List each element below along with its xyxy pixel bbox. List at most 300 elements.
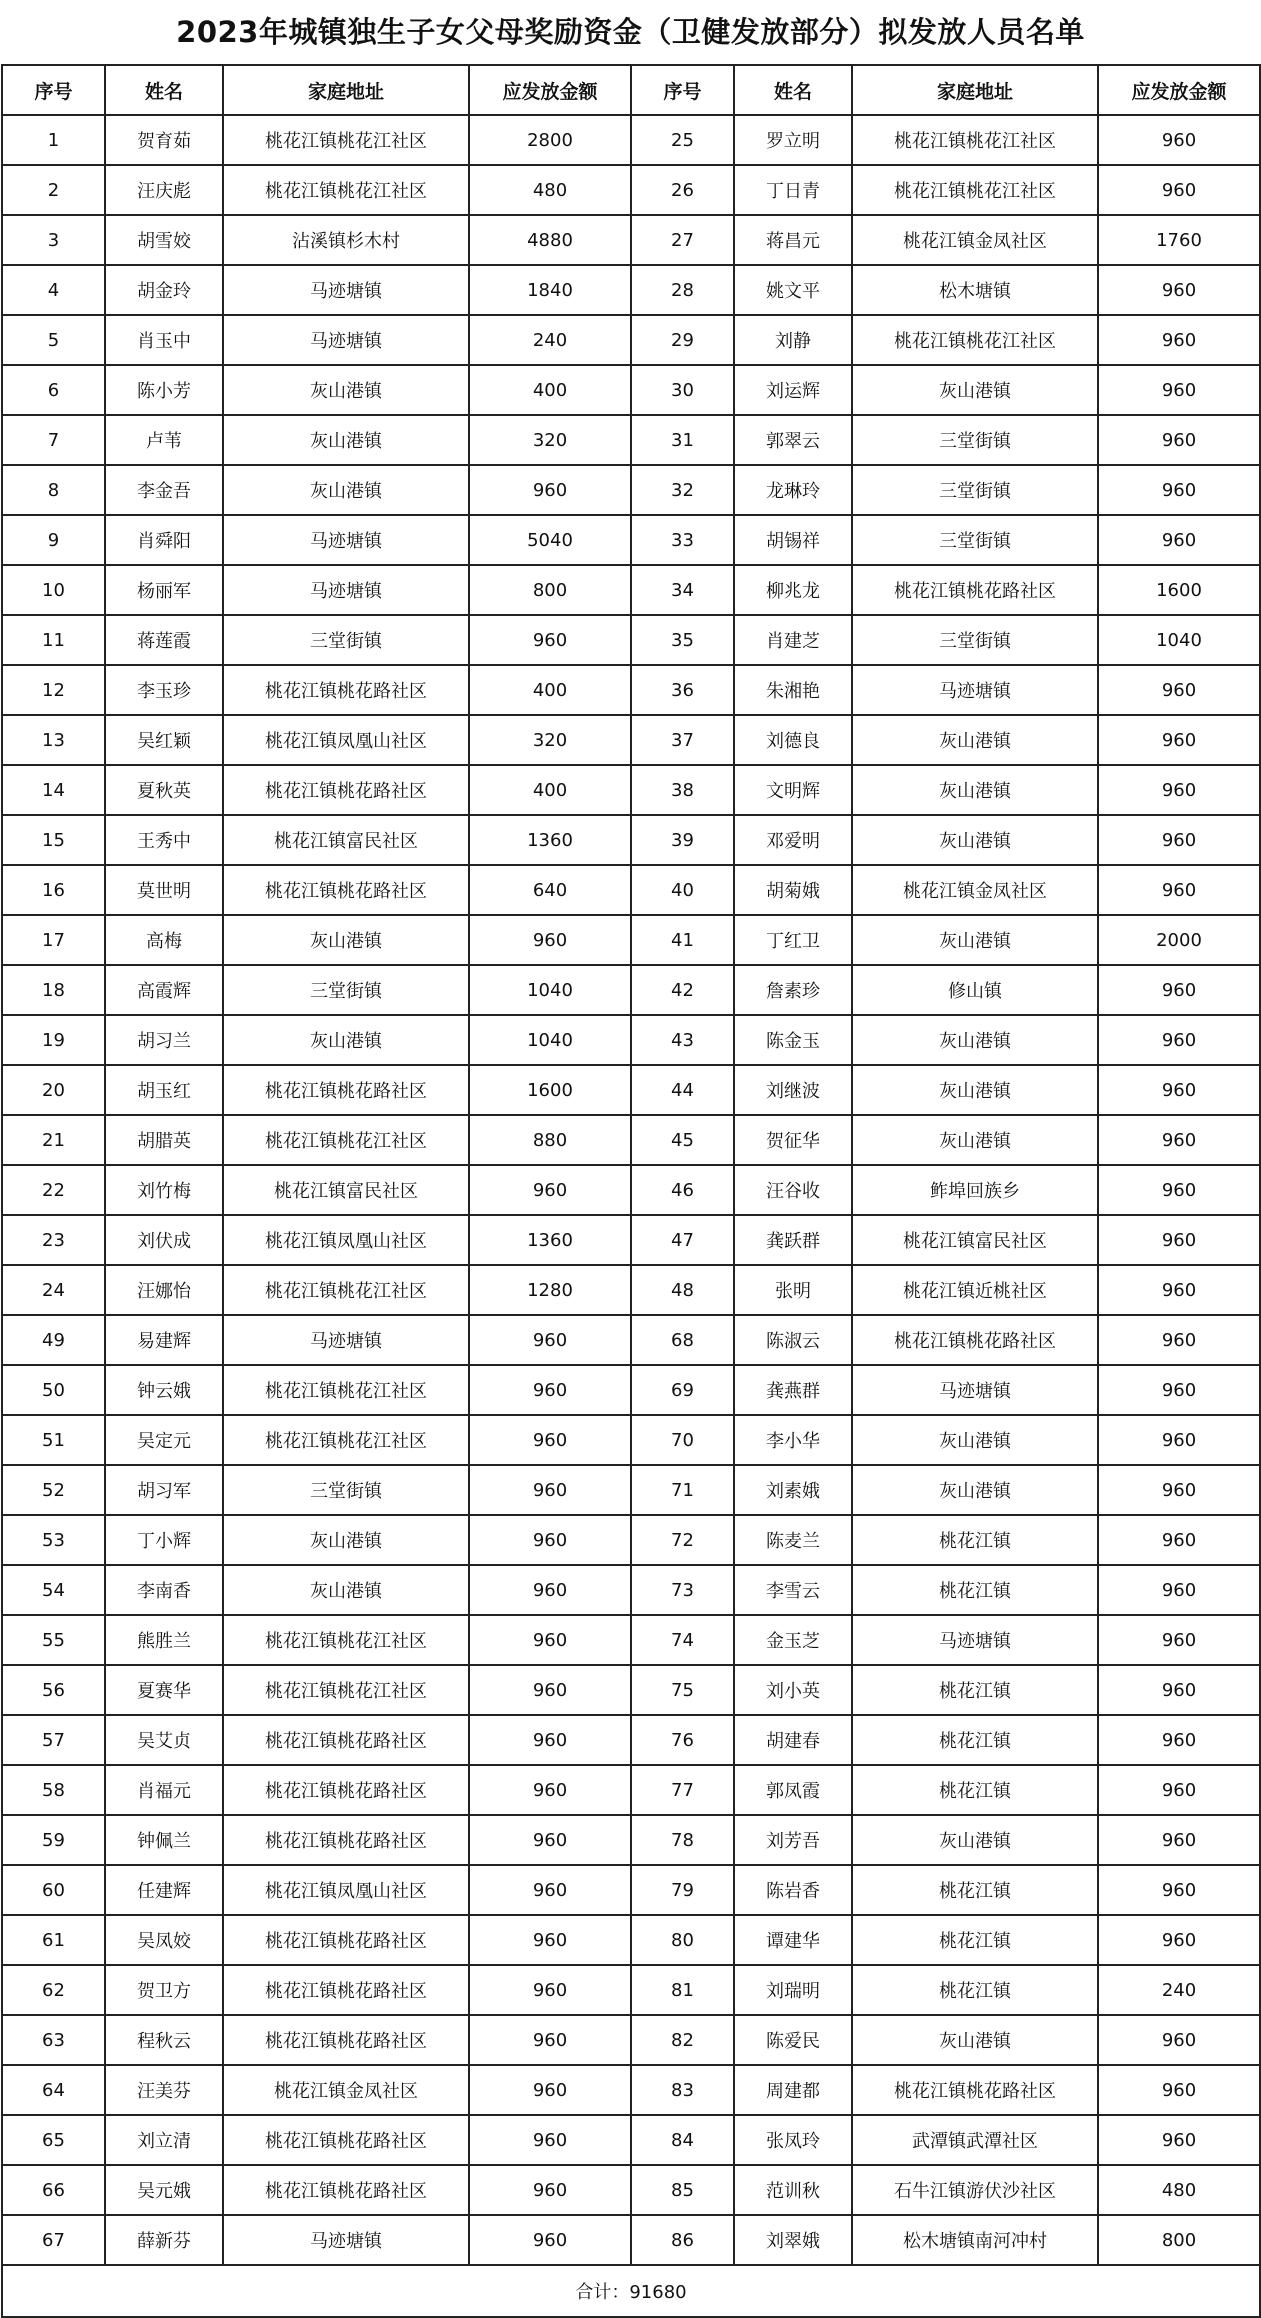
cell-amount: 960 [1098, 865, 1260, 915]
cell-name: 钟佩兰 [105, 1815, 223, 1865]
table-row [2, 2215, 1260, 2265]
cell-amount: 960 [1098, 2065, 1260, 2115]
cell-address: 灰山港镇 [852, 1115, 1098, 1165]
cell-address: 马迹塘镇 [852, 1615, 1098, 1665]
cell-address: 灰山港镇 [223, 1515, 469, 1565]
cell-name: 郭翠云 [734, 415, 852, 465]
cell-amount: 960 [1098, 265, 1260, 315]
cell-name: 刘素娥 [734, 1465, 852, 1515]
cell-amount: 960 [1098, 1365, 1260, 1415]
cell-address: 桃花江镇桃花江社区 [223, 165, 469, 215]
cell-amount: 960 [469, 915, 631, 965]
cell-amount: 960 [1098, 165, 1260, 215]
cell-index: 5 [2, 315, 105, 365]
table-row [2, 1965, 1260, 2015]
cell-index: 8 [2, 465, 105, 515]
cell-index: 2 [2, 165, 105, 215]
document-title: 2023年城镇独生子女父母奖励资金（卫健发放部分）拟发放人员名单 [176, 15, 1085, 49]
cell-index: 3 [2, 215, 105, 265]
cell-index: 41 [631, 915, 734, 965]
cell-name: 杨丽军 [105, 565, 223, 615]
table-row [2, 515, 1260, 565]
cell-amount: 960 [469, 1665, 631, 1715]
cell-amount: 960 [469, 1615, 631, 1665]
cell-index: 76 [631, 1715, 734, 1765]
cell-index: 56 [2, 1665, 105, 1715]
cell-amount: 1040 [469, 1015, 631, 1065]
cell-address: 桃花江镇桃花路社区 [852, 1315, 1098, 1365]
cell-amount: 960 [469, 1915, 631, 1965]
cell-name: 刘立清 [105, 2115, 223, 2165]
cell-index: 45 [631, 1115, 734, 1165]
cell-name: 汪美芬 [105, 2065, 223, 2115]
cell-address: 桃花江镇桃花江社区 [852, 165, 1098, 215]
cell-name: 刘翠娥 [734, 2215, 852, 2265]
cell-address: 松木塘镇南河冲村 [852, 2215, 1098, 2265]
table-row [2, 215, 1260, 265]
cell-amount: 960 [1098, 1165, 1260, 1215]
cell-amount: 1600 [1098, 565, 1260, 615]
cell-address: 三堂街镇 [852, 515, 1098, 565]
cell-index: 19 [2, 1015, 105, 1065]
cell-name: 张明 [734, 1265, 852, 1315]
cell-name: 吴定元 [105, 1415, 223, 1465]
cell-name: 程秋云 [105, 2015, 223, 2065]
table-row [2, 115, 1260, 165]
cell-amount: 960 [1098, 1915, 1260, 1965]
cell-index: 82 [631, 2015, 734, 2065]
table-row [2, 2115, 1260, 2165]
cell-name: 李南香 [105, 1565, 223, 1615]
cell-address: 三堂街镇 [852, 465, 1098, 515]
table-row [2, 165, 1260, 215]
cell-address: 武潭镇武潭社区 [852, 2115, 1098, 2165]
table-row [2, 315, 1260, 365]
cell-name: 胡建春 [734, 1715, 852, 1765]
cell-index: 70 [631, 1415, 734, 1465]
cell-amount: 960 [1098, 115, 1260, 165]
cell-index: 57 [2, 1715, 105, 1765]
cell-index: 62 [2, 1965, 105, 2015]
cell-address: 三堂街镇 [852, 415, 1098, 465]
cell-index: 28 [631, 265, 734, 315]
cell-address: 桃花江镇凤凰山社区 [223, 1215, 469, 1265]
cell-index: 9 [2, 515, 105, 565]
cell-amount: 960 [1098, 1115, 1260, 1165]
cell-name: 龙琳玲 [734, 465, 852, 515]
cell-name: 胡腊英 [105, 1115, 223, 1165]
cell-index: 73 [631, 1565, 734, 1615]
cell-amount: 2800 [469, 115, 631, 165]
cell-address: 桃花江镇桃花路社区 [223, 1915, 469, 1965]
table-row [2, 1715, 1260, 1765]
cell-amount: 960 [1098, 1865, 1260, 1915]
table-row [2, 1515, 1260, 1565]
table-row [2, 1165, 1260, 1215]
cell-address: 桃花江镇桃花路社区 [223, 865, 469, 915]
table-row [2, 1915, 1260, 1965]
cell-name: 周建都 [734, 2065, 852, 2115]
header-amount: 应发放金额 [469, 65, 631, 115]
cell-name: 肖玉中 [105, 315, 223, 365]
cell-address: 桃花江镇金凤社区 [852, 865, 1098, 915]
cell-amount: 960 [469, 2215, 631, 2265]
cell-index: 6 [2, 365, 105, 415]
cell-address: 桃花江镇富民社区 [852, 1215, 1098, 1265]
cell-amount: 960 [469, 615, 631, 665]
cell-name: 吴元娥 [105, 2165, 223, 2215]
cell-address: 桃花江镇桃花路社区 [223, 765, 469, 815]
cell-name: 贺育茹 [105, 115, 223, 165]
cell-amount: 960 [1098, 315, 1260, 365]
cell-name: 钟云娥 [105, 1365, 223, 1415]
cell-address: 桃花江镇金凤社区 [223, 2065, 469, 2115]
cell-name: 陈麦兰 [734, 1515, 852, 1565]
cell-name: 刘瑞明 [734, 1965, 852, 2015]
cell-amount: 960 [1098, 1215, 1260, 1265]
cell-address: 桃花江镇桃花路社区 [223, 2115, 469, 2165]
cell-name: 蒋莲霞 [105, 615, 223, 665]
cell-index: 61 [2, 1915, 105, 1965]
cell-address: 桃花江镇桃花江社区 [852, 115, 1098, 165]
cell-amount: 960 [1098, 765, 1260, 815]
table-row [2, 915, 1260, 965]
cell-name: 陈金玉 [734, 1015, 852, 1065]
cell-address: 桃花江镇桃花江社区 [223, 1265, 469, 1315]
cell-name: 薛新芬 [105, 2215, 223, 2265]
cell-address: 桃花江镇 [852, 1715, 1098, 1765]
cell-address: 灰山港镇 [852, 1815, 1098, 1865]
cell-name: 李雪云 [734, 1565, 852, 1615]
cell-amount: 960 [1098, 1315, 1260, 1365]
cell-index: 20 [2, 1065, 105, 1115]
cell-name: 胡金玲 [105, 265, 223, 315]
cell-address: 马迹塘镇 [223, 315, 469, 365]
cell-amount: 960 [1098, 515, 1260, 565]
cell-address: 三堂街镇 [223, 615, 469, 665]
cell-amount: 400 [469, 665, 631, 715]
cell-name: 汪庆彪 [105, 165, 223, 215]
cell-index: 60 [2, 1865, 105, 1915]
cell-name: 陈爱民 [734, 2015, 852, 2065]
cell-name: 朱湘艳 [734, 665, 852, 715]
cell-amount: 960 [1098, 1665, 1260, 1715]
cell-address: 桃花江镇 [852, 1915, 1098, 1965]
cell-address: 桃花江镇桃花江社区 [223, 1665, 469, 1715]
table-row [2, 1465, 1260, 1515]
cell-name: 罗立明 [734, 115, 852, 165]
cell-name: 莫世明 [105, 865, 223, 915]
cell-amount: 960 [1098, 1265, 1260, 1315]
cell-amount: 1040 [469, 965, 631, 1015]
roster-table [1, 64, 1261, 2318]
table-row [2, 415, 1260, 465]
cell-amount: 960 [1098, 1815, 1260, 1865]
cell-name: 高霞辉 [105, 965, 223, 1015]
cell-amount: 400 [469, 365, 631, 415]
cell-amount: 1040 [1098, 615, 1260, 665]
table-row [2, 365, 1260, 415]
cell-address: 马迹塘镇 [223, 265, 469, 315]
cell-index: 23 [2, 1215, 105, 1265]
cell-amount: 960 [469, 465, 631, 515]
cell-amount: 1360 [469, 1215, 631, 1265]
cell-address: 灰山港镇 [852, 2015, 1098, 2065]
cell-index: 39 [631, 815, 734, 865]
table-row [2, 815, 1260, 865]
cell-index: 49 [2, 1315, 105, 1365]
cell-index: 53 [2, 1515, 105, 1565]
cell-name: 李金吾 [105, 465, 223, 515]
cell-name: 刘小英 [734, 1665, 852, 1715]
cell-name: 姚文平 [734, 265, 852, 315]
cell-index: 83 [631, 2065, 734, 2115]
cell-address: 桃花江镇 [852, 1765, 1098, 1815]
cell-amount: 960 [469, 1965, 631, 2015]
cell-amount: 960 [469, 1315, 631, 1365]
cell-index: 11 [2, 615, 105, 665]
cell-amount: 960 [1098, 1515, 1260, 1565]
cell-amount: 2000 [1098, 915, 1260, 965]
cell-index: 15 [2, 815, 105, 865]
cell-amount: 960 [469, 1415, 631, 1465]
cell-address: 桃花江镇富民社区 [223, 1165, 469, 1215]
total-cell [2, 2265, 1260, 2317]
cell-amount: 960 [1098, 1565, 1260, 1615]
cell-name: 胡雪姣 [105, 215, 223, 265]
cell-index: 48 [631, 1265, 734, 1315]
cell-amount: 960 [1098, 1615, 1260, 1665]
cell-index: 29 [631, 315, 734, 365]
cell-index: 66 [2, 2165, 105, 2215]
cell-index: 22 [2, 1165, 105, 1215]
table-row [2, 615, 1260, 665]
cell-name: 陈淑云 [734, 1315, 852, 1365]
cell-index: 77 [631, 1765, 734, 1815]
cell-index: 74 [631, 1615, 734, 1665]
cell-index: 18 [2, 965, 105, 1015]
cell-amount: 960 [469, 2115, 631, 2165]
cell-name: 卢苇 [105, 415, 223, 465]
cell-index: 72 [631, 1515, 734, 1565]
cell-amount: 960 [469, 1365, 631, 1415]
cell-name: 丁小辉 [105, 1515, 223, 1565]
cell-name: 龚燕群 [734, 1365, 852, 1415]
cell-index: 75 [631, 1665, 734, 1715]
cell-index: 21 [2, 1115, 105, 1165]
cell-address: 桃花江镇桃花路社区 [223, 665, 469, 715]
header-row [2, 65, 1260, 115]
cell-amount: 880 [469, 1115, 631, 1165]
cell-name: 汪娜怡 [105, 1265, 223, 1315]
cell-address: 桃花江镇 [852, 1665, 1098, 1715]
cell-index: 16 [2, 865, 105, 915]
cell-name: 贺征华 [734, 1115, 852, 1165]
cell-index: 86 [631, 2215, 734, 2265]
table-row [2, 1265, 1260, 1315]
cell-address: 灰山港镇 [852, 765, 1098, 815]
cell-amount: 1840 [469, 265, 631, 315]
cell-amount: 960 [469, 1565, 631, 1615]
cell-name: 刘继波 [734, 1065, 852, 1115]
cell-index: 68 [631, 1315, 734, 1365]
cell-name: 文明辉 [734, 765, 852, 815]
cell-index: 7 [2, 415, 105, 465]
cell-index: 34 [631, 565, 734, 615]
cell-name: 胡锡祥 [734, 515, 852, 565]
cell-name: 胡习兰 [105, 1015, 223, 1065]
total-value: 91680 [629, 2282, 687, 2303]
cell-amount: 960 [1098, 815, 1260, 865]
cell-address: 桃花江镇桃花路社区 [223, 1065, 469, 1115]
cell-name: 詹素珍 [734, 965, 852, 1015]
cell-index: 71 [631, 1465, 734, 1515]
cell-name: 胡菊娥 [734, 865, 852, 915]
cell-address: 桃花江镇近桃社区 [852, 1265, 1098, 1315]
cell-index: 35 [631, 615, 734, 665]
cell-amount: 960 [1098, 1465, 1260, 1515]
cell-address: 灰山港镇 [852, 1065, 1098, 1115]
cell-index: 14 [2, 765, 105, 815]
cell-index: 54 [2, 1565, 105, 1615]
cell-index: 36 [631, 665, 734, 715]
cell-address: 桃花江镇富民社区 [223, 815, 469, 865]
cell-name: 郭凤霞 [734, 1765, 852, 1815]
cell-amount: 960 [469, 1865, 631, 1915]
table-row [2, 715, 1260, 765]
cell-index: 30 [631, 365, 734, 415]
cell-address: 三堂街镇 [852, 615, 1098, 665]
cell-amount: 960 [1098, 465, 1260, 515]
cell-index: 80 [631, 1915, 734, 1965]
table-row [2, 1615, 1260, 1665]
cell-name: 范训秋 [734, 2165, 852, 2215]
cell-address: 马迹塘镇 [223, 515, 469, 565]
cell-amount: 960 [469, 2065, 631, 2115]
cell-amount: 1280 [469, 1265, 631, 1315]
cell-name: 刘德良 [734, 715, 852, 765]
cell-name: 吴艾贞 [105, 1715, 223, 1765]
cell-amount: 960 [1098, 715, 1260, 765]
cell-name: 熊胜兰 [105, 1615, 223, 1665]
cell-name: 谭建华 [734, 1915, 852, 1965]
cell-amount: 320 [469, 715, 631, 765]
cell-amount: 960 [1098, 1015, 1260, 1065]
cell-name: 刘伏成 [105, 1215, 223, 1265]
cell-amount: 960 [1098, 965, 1260, 1015]
header-name: 姓名 [734, 65, 852, 115]
cell-name: 丁日青 [734, 165, 852, 215]
cell-index: 38 [631, 765, 734, 815]
cell-amount: 960 [1098, 1715, 1260, 1765]
header-index: 序号 [2, 65, 105, 115]
cell-amount: 800 [1098, 2215, 1260, 2265]
cell-address: 灰山港镇 [852, 1465, 1098, 1515]
cell-address: 灰山港镇 [223, 465, 469, 515]
cell-amount: 960 [469, 1515, 631, 1565]
cell-amount: 5040 [469, 515, 631, 565]
cell-amount: 960 [1098, 415, 1260, 465]
cell-index: 84 [631, 2115, 734, 2165]
cell-name: 汪谷收 [734, 1165, 852, 1215]
cell-address: 桃花江镇桃花路社区 [223, 1965, 469, 2015]
cell-address: 松木塘镇 [852, 265, 1098, 315]
cell-index: 79 [631, 1865, 734, 1915]
cell-index: 32 [631, 465, 734, 515]
cell-amount: 960 [1098, 2015, 1260, 2065]
cell-amount: 960 [1098, 1415, 1260, 1465]
table-row [2, 1065, 1260, 1115]
cell-amount: 320 [469, 415, 631, 465]
cell-amount: 640 [469, 865, 631, 915]
cell-index: 67 [2, 2215, 105, 2265]
cell-amount: 960 [1098, 365, 1260, 415]
cell-index: 58 [2, 1765, 105, 1815]
cell-index: 17 [2, 915, 105, 965]
cell-address: 桃花江镇桃花江社区 [223, 1365, 469, 1415]
table-row [2, 665, 1260, 715]
cell-amount: 1600 [469, 1065, 631, 1115]
cell-address: 桃花江镇桃花江社区 [223, 115, 469, 165]
total-row [2, 2265, 1260, 2317]
table-row [2, 865, 1260, 915]
cell-amount: 960 [469, 1715, 631, 1765]
cell-address: 三堂街镇 [223, 1465, 469, 1515]
cell-amount: 240 [469, 315, 631, 365]
cell-address: 桃花江镇桃花江社区 [223, 1615, 469, 1665]
header-address: 家庭地址 [852, 65, 1098, 115]
cell-index: 37 [631, 715, 734, 765]
cell-index: 69 [631, 1365, 734, 1415]
cell-name: 肖建芝 [734, 615, 852, 665]
cell-index: 64 [2, 2065, 105, 2115]
cell-name: 肖福元 [105, 1765, 223, 1815]
cell-name: 夏赛华 [105, 1665, 223, 1715]
cell-index: 33 [631, 515, 734, 565]
table-row [2, 1665, 1260, 1715]
cell-index: 31 [631, 415, 734, 465]
cell-address: 灰山港镇 [852, 365, 1098, 415]
cell-index: 12 [2, 665, 105, 715]
cell-name: 刘运辉 [734, 365, 852, 415]
cell-amount: 960 [1098, 2115, 1260, 2165]
cell-address: 石牛江镇游伏沙社区 [852, 2165, 1098, 2215]
cell-amount: 4880 [469, 215, 631, 265]
table-row [2, 2065, 1260, 2115]
cell-address: 马迹塘镇 [223, 565, 469, 615]
cell-address: 灰山港镇 [223, 915, 469, 965]
cell-amount: 1360 [469, 815, 631, 865]
cell-address: 桃花江镇桃花路社区 [223, 1765, 469, 1815]
cell-address: 马迹塘镇 [852, 1365, 1098, 1415]
table-row [2, 1865, 1260, 1915]
table-row [2, 1815, 1260, 1865]
cell-name: 李玉珍 [105, 665, 223, 715]
cell-address: 鲊埠回族乡 [852, 1165, 1098, 1215]
cell-address: 马迹塘镇 [223, 2215, 469, 2265]
cell-name: 柳兆龙 [734, 565, 852, 615]
cell-index: 59 [2, 1815, 105, 1865]
cell-address: 桃花江镇桃花路社区 [223, 1715, 469, 1765]
cell-name: 胡习军 [105, 1465, 223, 1515]
cell-amount: 960 [469, 1165, 631, 1215]
cell-amount: 480 [1098, 2165, 1260, 2215]
table-row [2, 1215, 1260, 1265]
table-row [2, 565, 1260, 615]
cell-amount: 960 [469, 1815, 631, 1865]
cell-address: 灰山港镇 [852, 815, 1098, 865]
cell-name: 金玉芝 [734, 1615, 852, 1665]
